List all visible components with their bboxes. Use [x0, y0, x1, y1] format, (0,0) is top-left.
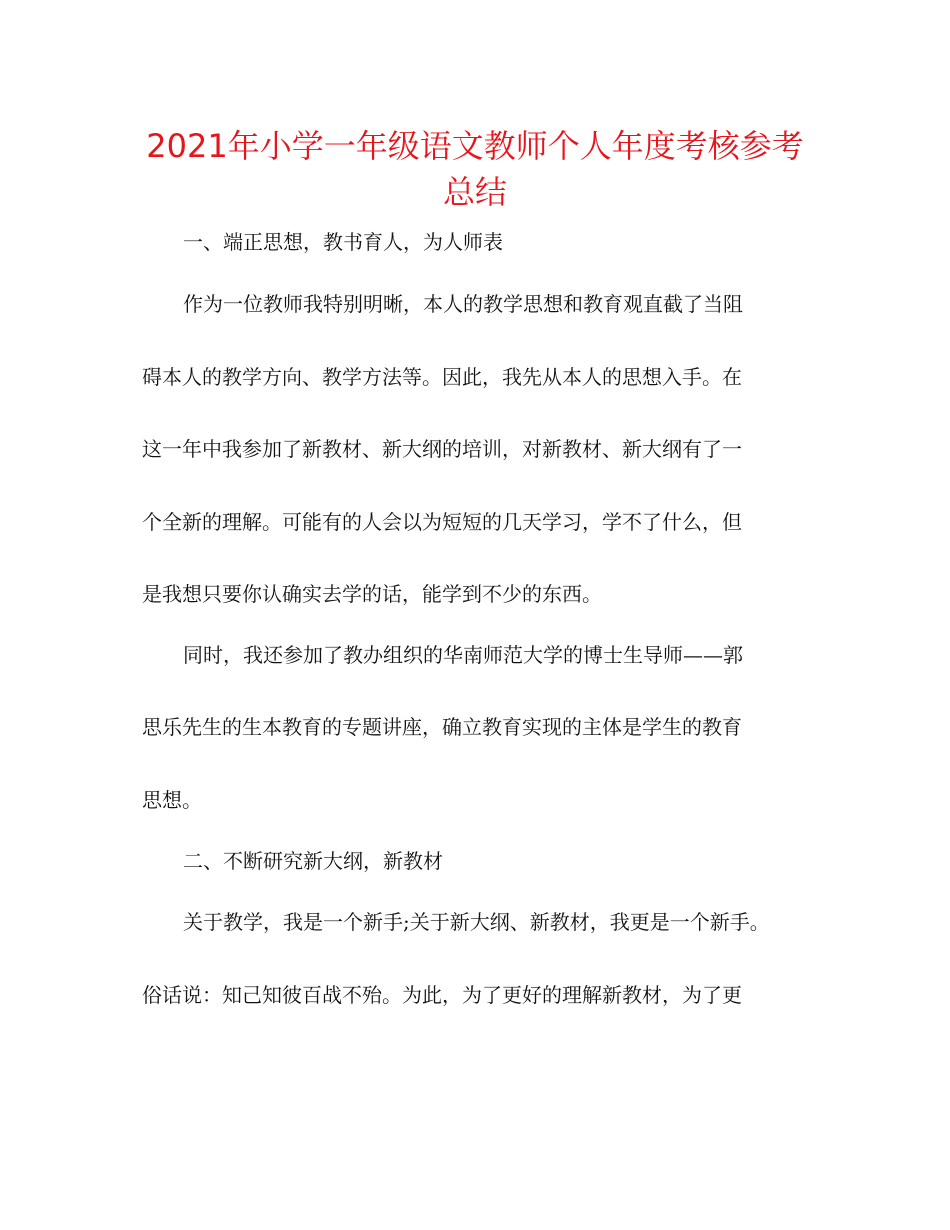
section-heading-2: 二、不断研究新大纲，新教材 — [183, 849, 443, 873]
document-title-line-2: 总结 — [442, 173, 507, 211]
paragraph-line: 俗话说：知己知彼百战不殆。为此，为了更好的理解新教材，为了更 — [142, 983, 742, 1007]
paragraph-line: 思想。 — [142, 788, 202, 812]
paragraph-line: 关于教学，我是一个新手;关于新大纲、新教材，我更是一个新手。 — [183, 910, 770, 934]
document-title-line-1: 2021年小学一年级语文教师个人年度考核参考 — [146, 127, 804, 165]
paragraph-line: 是我想只要你认确实去学的话，能学到不少的东西。 — [142, 582, 602, 606]
paragraph-line: 个全新的理解。可能有的人会以为短短的几天学习，学不了什么，但 — [142, 510, 742, 534]
paragraph-line: 碍本人的教学方向、教学方法等。因此，我先从本人的思想入手。在 — [142, 365, 742, 389]
paragraph-line: 作为一位教师我特别明晰，本人的教学思想和教育观直截了当阻 — [183, 292, 743, 316]
paragraph-line: 这一年中我参加了新教材、新大纲的培训，对新教材、新大纲有了一 — [142, 437, 742, 461]
section-heading-1: 一、端正思想，教书育人，为人师表 — [183, 230, 503, 254]
paragraph-line: 思乐先生的生本教育的专题讲座，确立教育实现的主体是学生的教育 — [142, 715, 742, 739]
paragraph-line: 同时，我还参加了教办组织的华南师范大学的博士生导师——郭 — [183, 643, 743, 667]
